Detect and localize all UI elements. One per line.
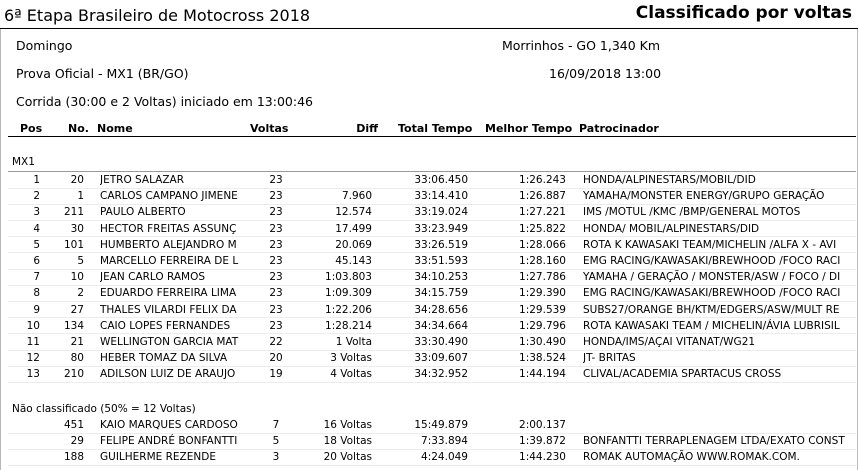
cell-no: 210 xyxy=(63,368,84,381)
cell-total-time: 33:23.949 xyxy=(414,222,468,235)
cell-best-time: 1:38.524 xyxy=(519,352,566,365)
cell-name: KAIO MARQUES CARDOSO xyxy=(100,419,238,431)
cell-diff: 1:03.803 xyxy=(325,271,372,284)
row-divider xyxy=(8,382,856,383)
cell-no: 451 xyxy=(63,419,84,431)
cell-no: 2 xyxy=(77,287,84,300)
race-datetime: 16/09/2018 13:00 xyxy=(549,66,662,81)
cell-diff: 45.143 xyxy=(335,255,372,267)
cell-laps: 7 xyxy=(272,419,280,431)
cell-pos: 11 xyxy=(26,336,40,348)
cell-diff: 1:22.206 xyxy=(325,303,372,316)
cell-total-time: 4:24.049 xyxy=(421,451,468,464)
column-header-best-time: Melhor Tempo xyxy=(485,122,573,135)
cell-best-time: 1:28.160 xyxy=(519,255,566,267)
report-title-bar xyxy=(0,0,858,29)
cell-name: MARCELLO FERREIRA DE L xyxy=(100,255,239,267)
cell-diff: 1 Volta xyxy=(335,336,372,348)
cell-pos: 2 xyxy=(33,190,40,203)
cell-best-time: 1:28.066 xyxy=(519,238,566,251)
result-row xyxy=(0,350,858,366)
not-classified-row xyxy=(0,449,858,465)
column-header-no: No. xyxy=(68,122,89,135)
cell-sponsor: IMS /MOTUL /KMC /BMP/GENERAL MOTOS xyxy=(583,206,801,219)
result-row xyxy=(0,285,858,301)
result-row xyxy=(0,172,858,188)
cell-sponsor: ROTA K KAWASAKI TEAM/MICHELIN /ALFA X - AVI xyxy=(583,238,837,251)
not-classified-row xyxy=(0,433,858,449)
cell-name: JEAN CARLO RAMOS xyxy=(100,271,206,284)
race-name: Prova Oficial - MX1 (BR/GO) xyxy=(16,66,189,81)
cell-best-time: 1:26.887 xyxy=(519,190,566,203)
cell-total-time: 33:30.490 xyxy=(414,336,468,348)
cell-diff: 1:28.214 xyxy=(325,319,372,332)
cell-name: THALES VILARDI FELIX DA xyxy=(100,303,237,316)
cell-pos: 12 xyxy=(26,352,40,365)
row-divider xyxy=(8,465,856,466)
column-header-laps: Voltas xyxy=(250,122,289,135)
cell-best-time: 2:00.137 xyxy=(519,419,566,431)
cell-laps: 23 xyxy=(269,303,283,316)
cell-no: 29 xyxy=(70,435,84,448)
cell-total-time: 33:19.024 xyxy=(414,206,468,219)
race-start-info: Corrida (30:00 e 2 Voltas) iniciado em 13:00:46 xyxy=(16,94,313,109)
cell-diff: 16 Voltas xyxy=(323,419,372,431)
cell-pos: 8 xyxy=(33,287,40,300)
result-row xyxy=(0,269,858,285)
cell-no: 211 xyxy=(63,206,84,219)
cell-sponsor: SUBS27/ORANGE BH/KTM/EDGERS/ASW/MULT RE xyxy=(583,303,840,316)
cell-best-time: 1:39.872 xyxy=(519,435,566,448)
result-row xyxy=(0,366,858,382)
result-row xyxy=(0,334,858,350)
cell-sponsor: YAMAHA / GERAÇÃO / MONSTER/ASW / FOCO / DI xyxy=(583,271,841,284)
cell-name: ADILSON LUIZ DE ARAUJO xyxy=(100,368,236,381)
cell-diff: 20 Voltas xyxy=(323,451,372,464)
cell-total-time: 34:34.664 xyxy=(414,319,468,332)
cell-pos: 5 xyxy=(33,238,40,251)
cell-pos: 13 xyxy=(26,368,40,381)
cell-best-time: 1:30.490 xyxy=(519,336,566,348)
cell-pos: 4 xyxy=(33,222,40,235)
cell-sponsor: EMG RACING/KAWASAKI/BREWHOOD /FOCO RACI xyxy=(583,255,841,267)
result-row xyxy=(0,188,858,204)
cell-best-time: 1:25.822 xyxy=(519,222,566,235)
cell-laps: 23 xyxy=(269,319,283,332)
cell-no: 188 xyxy=(63,451,84,464)
cell-total-time: 34:15.759 xyxy=(414,287,468,300)
cell-no: 80 xyxy=(70,352,84,365)
result-row xyxy=(0,318,858,334)
cell-no: 10 xyxy=(70,271,84,284)
cell-name: CAIO LOPES FERNANDES xyxy=(100,319,231,332)
cell-laps: 23 xyxy=(269,190,283,203)
cell-no: 134 xyxy=(63,319,84,332)
category-label: MX1 xyxy=(12,156,35,168)
event-location: Morrinhos - GO 1,340 Km xyxy=(502,38,661,53)
header-divider xyxy=(8,136,856,137)
cell-laps: 19 xyxy=(269,368,283,381)
cell-pos: 10 xyxy=(26,319,40,332)
cell-pos: 3 xyxy=(33,206,40,219)
column-header-sponsor: Patrocinador xyxy=(579,122,659,135)
column-header-name: Nome xyxy=(97,122,133,135)
cell-sponsor: EMG RACING/KAWASAKI/BREWHOOD /FOCO RACI xyxy=(583,287,841,300)
cell-name: HUMBERTO ALEJANDRO M xyxy=(100,238,237,251)
cell-best-time: 1:27.221 xyxy=(519,206,566,219)
cell-name: HEBER TOMAZ DA SILVA xyxy=(100,352,228,365)
event-title: 6ª Etapa Brasileiro de Motocross 2018 xyxy=(4,6,311,25)
cell-name: FELIPE ANDRÉ BONFANTTI xyxy=(100,435,238,448)
cell-name: JETRO SALAZAR xyxy=(100,174,185,186)
cell-best-time: 1:44.194 xyxy=(519,368,566,381)
not-classified-row xyxy=(0,417,858,433)
cell-name: CARLOS CAMPANO JIMENE xyxy=(100,190,238,203)
cell-laps: 23 xyxy=(269,238,283,251)
cell-name: WELLINGTON GARCIA MAT xyxy=(100,336,239,348)
cell-best-time: 1:44.230 xyxy=(519,451,566,464)
result-row xyxy=(0,237,858,253)
cell-no: 5 xyxy=(77,255,84,267)
cell-no: 21 xyxy=(70,336,84,348)
cell-total-time: 34:10.253 xyxy=(414,271,468,284)
cell-total-time: 34:28.656 xyxy=(414,303,468,316)
cell-diff: 3 Voltas xyxy=(330,352,372,365)
cell-total-time: 33:14.410 xyxy=(414,190,468,203)
cell-name: EDUARDO FERREIRA LIMA xyxy=(100,287,237,300)
column-header-pos: Pos xyxy=(20,122,43,135)
cell-no: 27 xyxy=(70,303,84,316)
event-day: Domingo xyxy=(16,38,73,53)
cell-diff: 12.574 xyxy=(335,206,372,219)
cell-total-time: 34:32.952 xyxy=(414,368,468,381)
cell-total-time: 33:09.607 xyxy=(414,352,468,365)
column-header-diff: Diff xyxy=(356,122,378,135)
result-row xyxy=(0,204,858,220)
cell-sponsor: ROTA KAWASAKI TEAM / MICHELIN/ÁVIA LUBRISIL xyxy=(583,319,840,332)
cell-sponsor: BONFANTTI TERRAPLENAGEM LTDA/EXATO CONST xyxy=(583,435,845,448)
cell-diff: 20.069 xyxy=(335,238,372,251)
cell-no: 101 xyxy=(63,238,84,251)
cell-sponsor: HONDA/IMS/AÇAI VITANAT/WG21 xyxy=(583,336,756,348)
cell-best-time: 1:29.539 xyxy=(519,303,566,316)
cell-pos: 7 xyxy=(33,271,40,284)
cell-total-time: 7:33.894 xyxy=(421,435,468,448)
result-row xyxy=(0,253,858,269)
cell-sponsor: JT- BRITAS xyxy=(583,352,636,365)
cell-diff: 18 Voltas xyxy=(323,435,372,448)
column-header-total-time: Total Tempo xyxy=(398,122,473,135)
report-title: Classificado por voltas xyxy=(635,3,852,23)
cell-sponsor: YAMAHA/MONSTER ENERGY/GRUPO GERAÇÃO xyxy=(583,190,825,203)
cell-name: GUILHERME REZENDE xyxy=(100,451,216,464)
cell-sponsor: HONDA/ MOBIL/ALPINESTARS/DID xyxy=(583,222,760,235)
cell-laps: 23 xyxy=(269,206,283,219)
cell-sponsor: HONDA/ALPINESTARS/MOBIL/DID xyxy=(583,174,756,186)
cell-total-time: 33:51.593 xyxy=(414,255,468,267)
cell-best-time: 1:29.796 xyxy=(519,319,566,332)
cell-laps: 3 xyxy=(272,451,280,464)
cell-no: 20 xyxy=(70,174,84,186)
cell-best-time: 1:29.390 xyxy=(519,287,566,300)
cell-laps: 23 xyxy=(269,174,283,186)
cell-no: 30 xyxy=(70,222,84,235)
cell-diff: 17.499 xyxy=(335,222,372,235)
cell-diff: 7.960 xyxy=(341,190,372,203)
cell-name: HECTOR FREITAS ASSUNÇ xyxy=(100,222,237,235)
cell-pos: 9 xyxy=(33,303,40,316)
result-row xyxy=(0,302,858,318)
cell-total-time: 33:26.519 xyxy=(414,238,468,251)
cell-laps: 22 xyxy=(269,336,283,348)
cell-laps: 23 xyxy=(269,271,283,284)
cell-best-time: 1:26.243 xyxy=(519,174,566,186)
cell-name: PAULO ALBERTO xyxy=(100,206,186,219)
cell-best-time: 1:27.786 xyxy=(519,271,566,284)
cell-no: 1 xyxy=(77,190,84,203)
not-classified-label: Não classificado (50% = 12 Voltas) xyxy=(12,403,196,415)
cell-laps: 23 xyxy=(269,222,283,235)
cell-laps: 5 xyxy=(272,435,280,448)
cell-diff: 4 Voltas xyxy=(330,368,372,381)
cell-pos: 1 xyxy=(33,174,40,186)
cell-diff: 1:09.309 xyxy=(325,287,372,300)
cell-total-time: 15:49.879 xyxy=(414,419,468,431)
result-row xyxy=(0,221,858,237)
cell-laps: 23 xyxy=(269,255,283,267)
cell-sponsor: ROMAK AUTOMAÇÃO WWW.ROMAK.COM. xyxy=(583,451,800,464)
cell-total-time: 33:06.450 xyxy=(414,174,468,186)
cell-sponsor: CLIVAL/ACADEMIA SPARTACUS CROSS xyxy=(583,368,782,381)
cell-laps: 20 xyxy=(269,352,283,365)
cell-pos: 6 xyxy=(33,255,40,267)
cell-laps: 23 xyxy=(269,287,283,300)
